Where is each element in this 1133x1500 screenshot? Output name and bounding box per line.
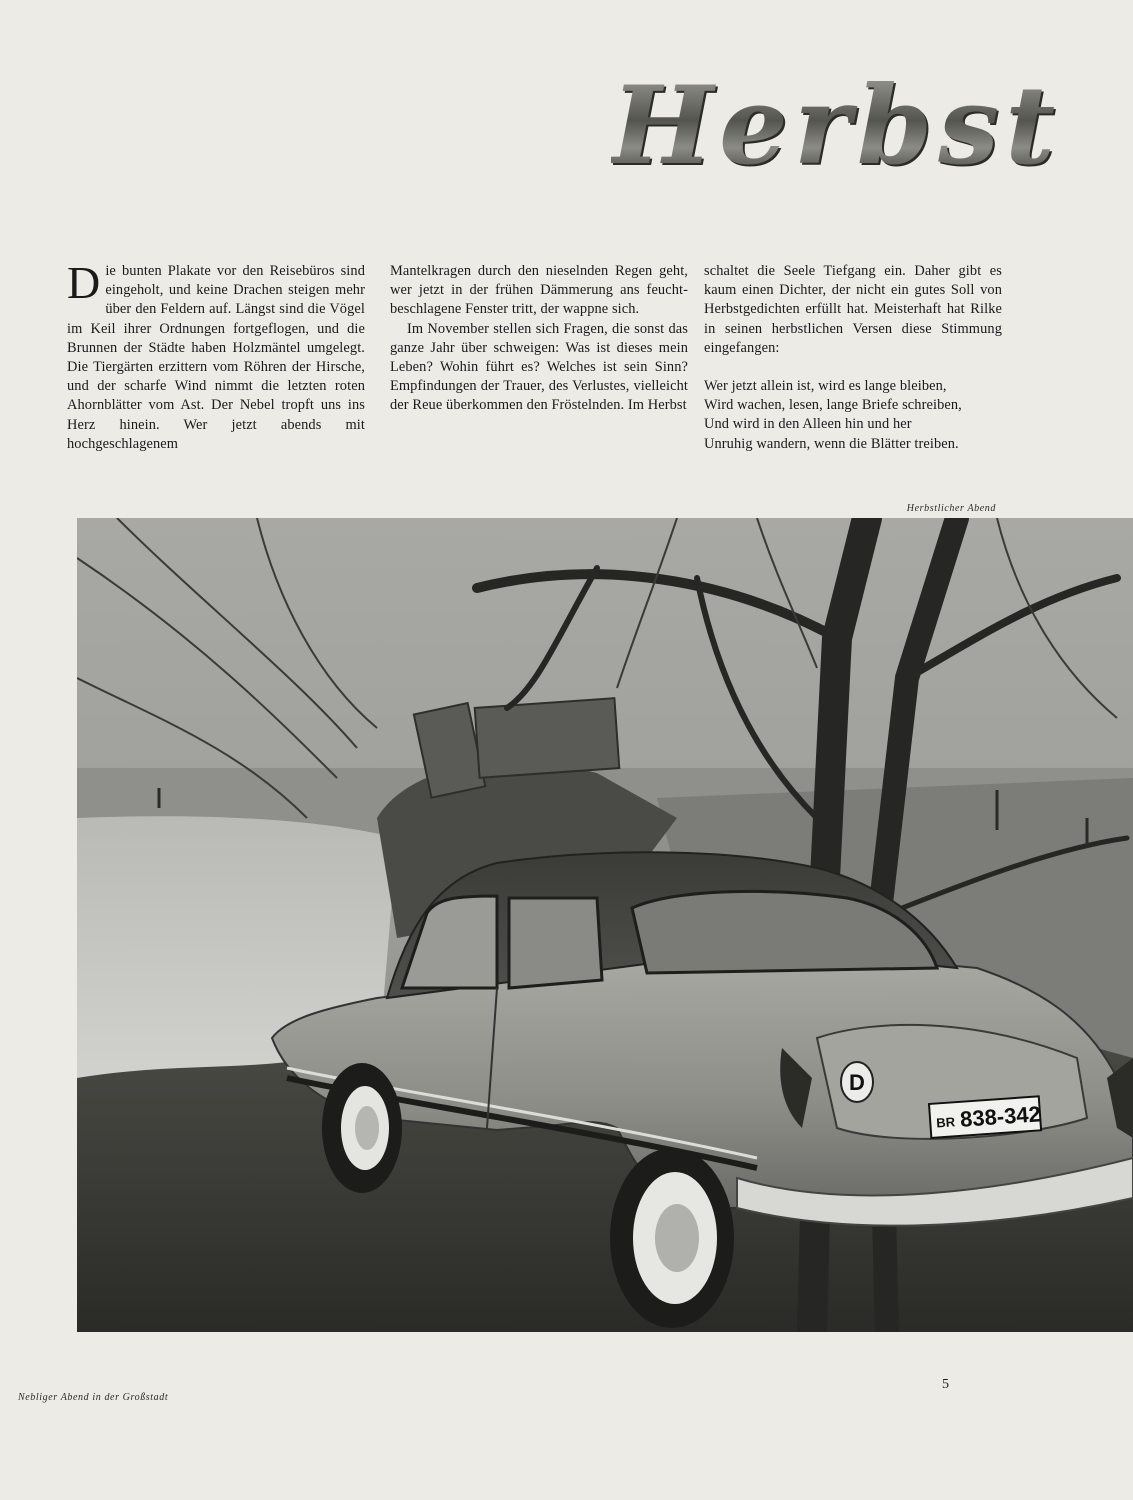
photo-caption-bottom: Nebliger Abend in der Großstadt (18, 1392, 169, 1403)
poem-line: Wird wachen, lesen, lange Briefe schreiben, (704, 397, 962, 414)
poem-line: Wer jetzt allein ist, wird es lange bleiben, (704, 378, 947, 395)
rilke-poem (704, 377, 1002, 454)
rear-wheel (610, 1148, 734, 1328)
article-columns (67, 257, 1002, 462)
poem-line: Und wird in den Alleen hin und her (704, 416, 912, 433)
article-column-1 (67, 257, 365, 454)
photo-caption-top: Herbstlicher Abend (906, 503, 996, 514)
poem-line: Unruhig wandern, wenn die Blätter treiben. (704, 435, 959, 452)
article-paragraph: Im November stellen sich Fragen, die sonst das ganze Jahr über schweigen: Was ist dieses mein Leben? Wohin führt es? Welches ist sein Sinn? Empfindungen der Trauer, des Verlustes, vielleicht der Reue überkommen den Fröstelnden. Im Herbst (390, 320, 688, 414)
article-paragraph: Mantelkragen durch den nieselnden Regen geht, wer jetzt in der frühen Dämmerung ans feucht-beschlagene Fenster tritt, der wappne sich. (390, 263, 688, 318)
article-column-2 (390, 262, 688, 416)
page-title: Herbst (611, 63, 1061, 189)
car-photo-illustration (77, 518, 1133, 1332)
page-number: 5 (942, 1377, 949, 1392)
country-badge: D (849, 1070, 865, 1095)
car-photo (77, 518, 1133, 1332)
front-wheel (322, 1063, 402, 1193)
article-paragraph (67, 257, 365, 454)
drop-cap: D (67, 257, 101, 308)
article-paragraph: schaltet die Seele Tiefgang ein. Daher gibt es kaum einen Dichter, der nicht ein gutes Soll von Herbstgedichten erfüllt hat. Meisterhaft hat Rilke in seinen herbstlichen Versen diese Stimmung eingefangen: (704, 263, 1002, 356)
paragraph-text: ie bunten Plakate vor den Reisebüros sind eingeholt, und keine Drachen steigen mehr über den Feldern auf. Längst sind die Vögel im Keil ihrer Ordnungen fortgeflogen, und die Brunnen der Städte haben Holzmäntel umgelegt. Die Tiergärten erzittern vom Röhren der Hirsche, und der scharfe Wind nimmt die letzten roten Ahornblätter vom Ast. Der Nebel tropft uns ins Herz hinein. Wer jetzt abends mit hochgeschlagenem (67, 263, 365, 452)
article-column-3 (704, 262, 1002, 454)
license-plate: 838-342 (959, 1101, 1042, 1132)
plate-letters: BR (935, 1114, 956, 1131)
